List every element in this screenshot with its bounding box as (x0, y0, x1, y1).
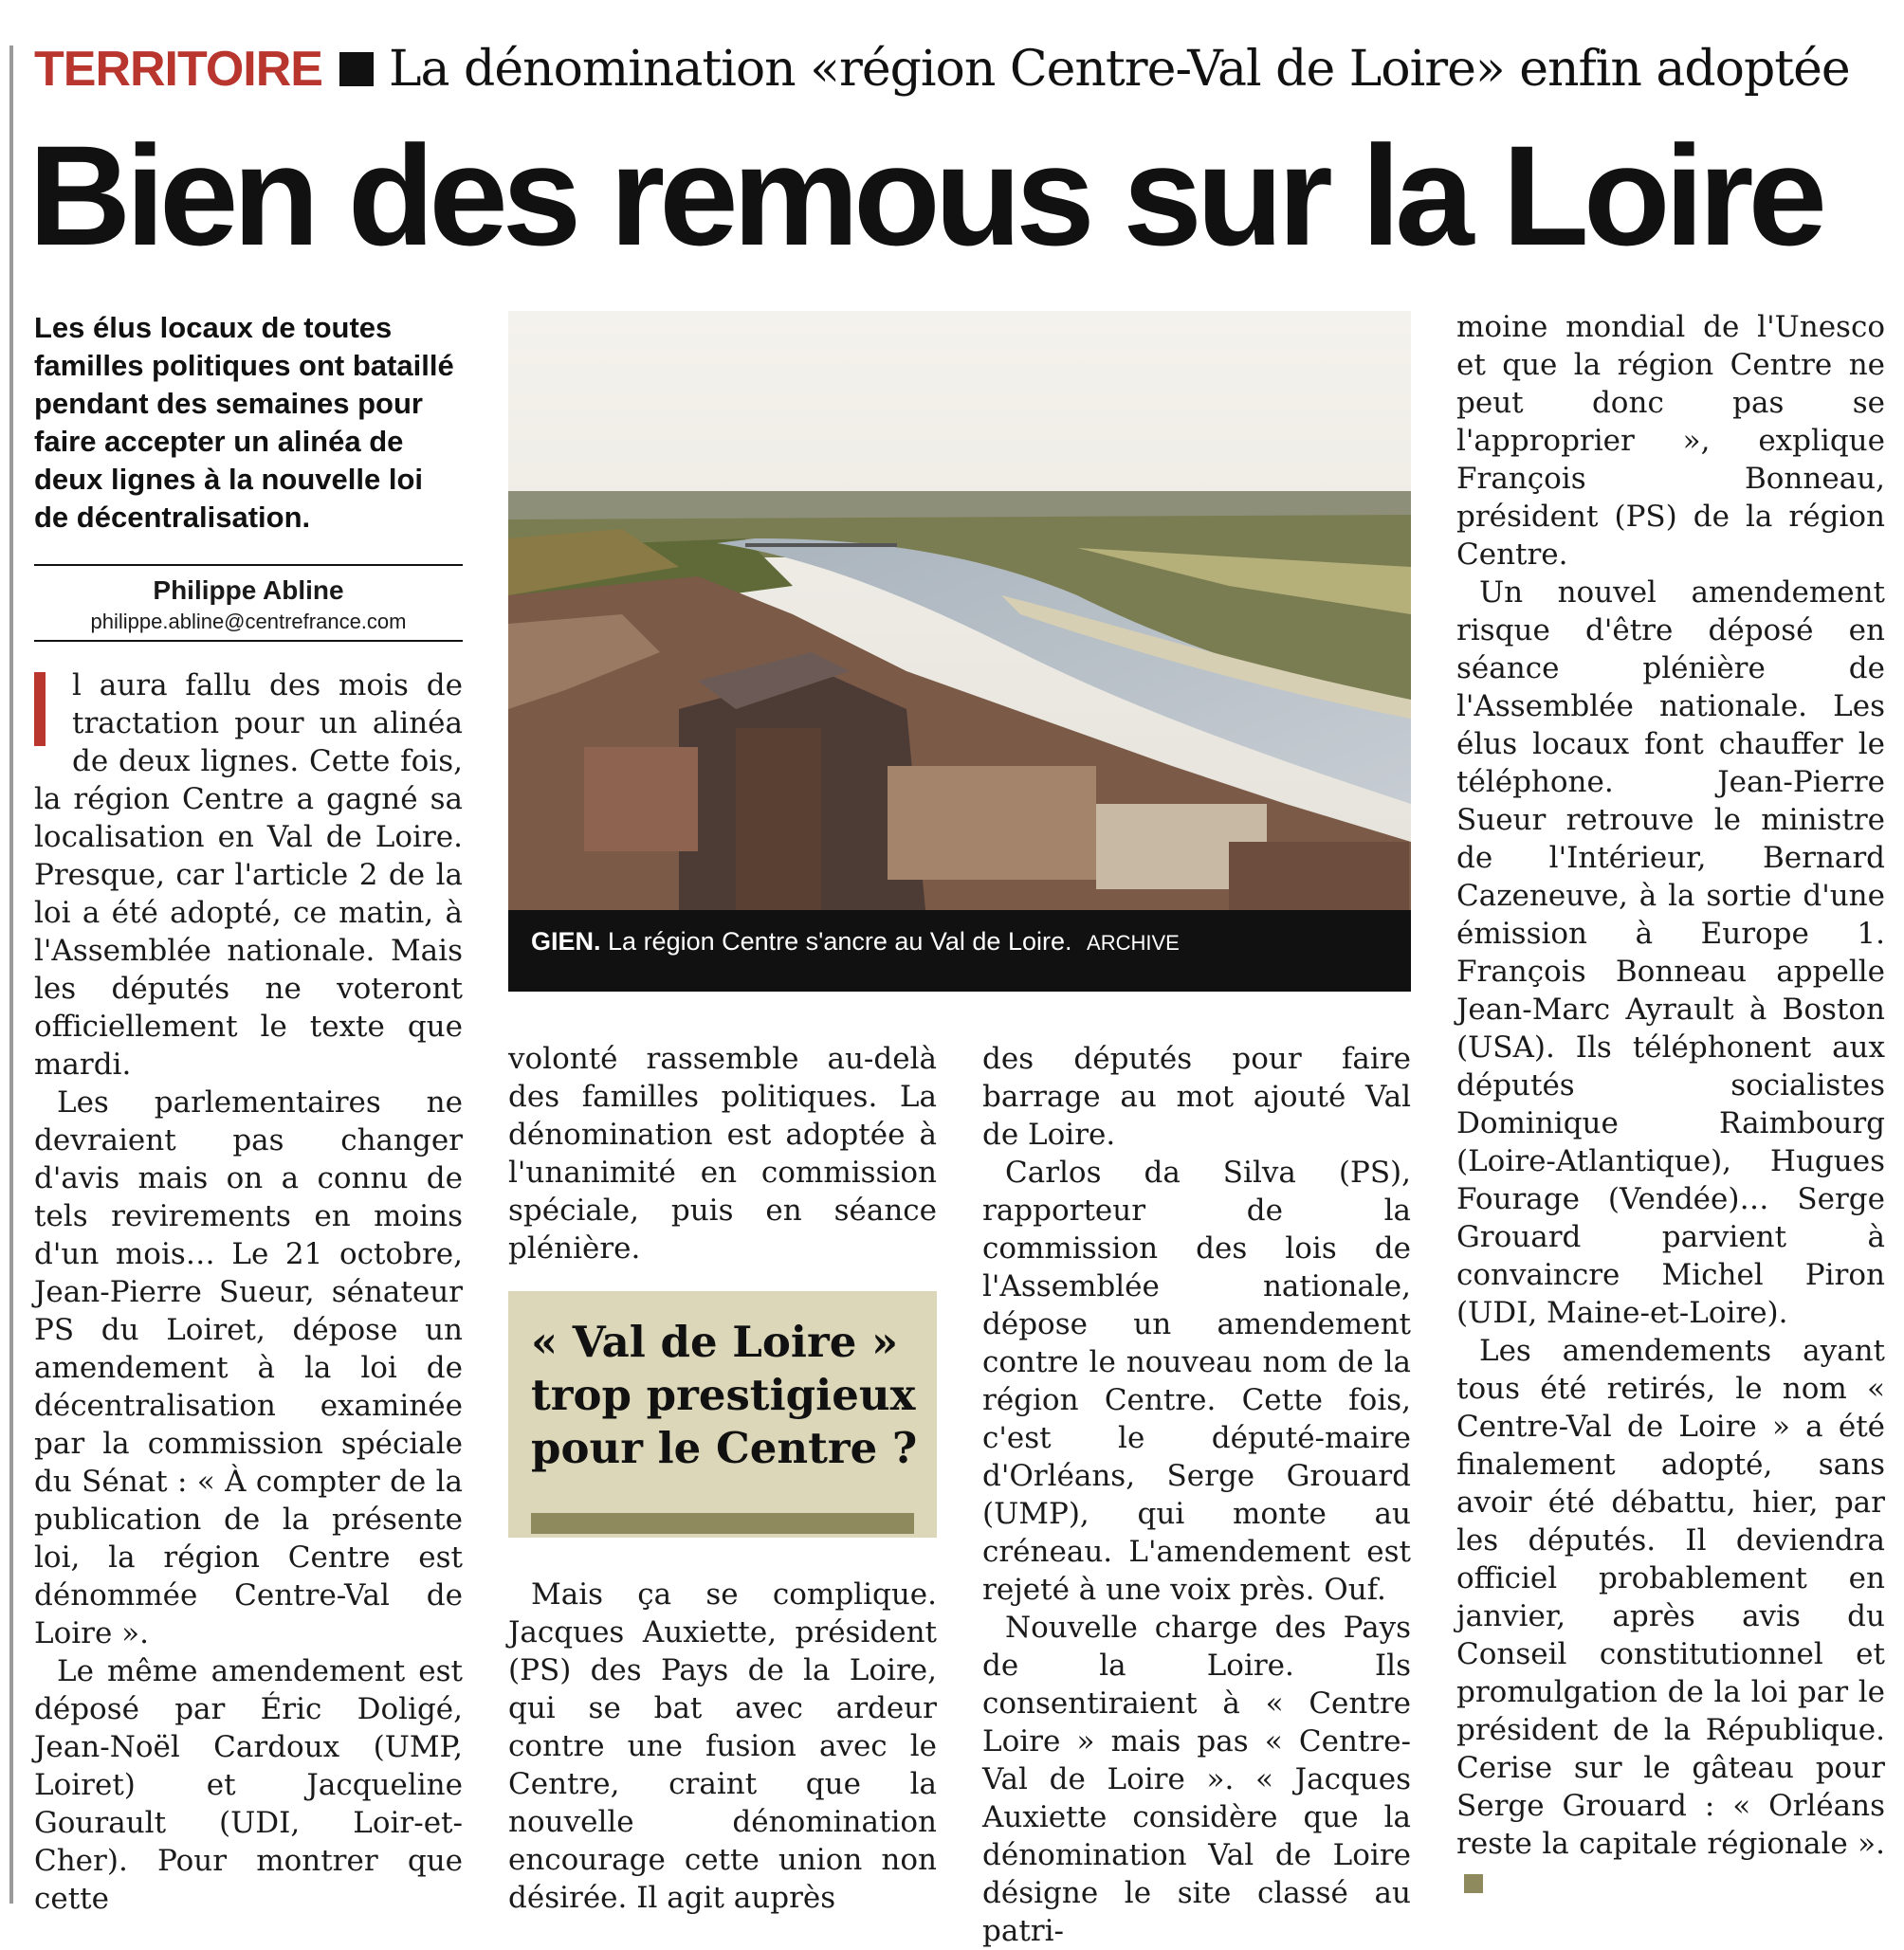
article-column-4 (1456, 308, 1885, 1901)
byline-divider-top (34, 564, 463, 566)
left-margin-rule (9, 46, 13, 1904)
pull-quote-box (508, 1291, 937, 1538)
paragraph: Carlos da Silva (PS), rapporteur de la commission des lois de l'Assemblée nationale, dépose un amendement contre le nouveau nom de la région Centre. Cette fois, c'est le député-maire d'Orléans, Serge Grouard (UMP), qui monte au créneau. L'amendement est rejeté à une voix près. Ouf. (982, 1156, 1411, 1607)
paragraph: Nouvelle charge des Pays de la Loire. Ils consentiraient à « Centre Loire » mais pas « Centre-Val de Loire ». « Jacques Auxiette considère que la dénomination Val de Loire désigne le site classé au patri- (982, 1611, 1411, 1948)
author-name: Philippe Abline (153, 575, 344, 605)
end-of-article-icon (1464, 1874, 1483, 1893)
pull-quote-bar (531, 1513, 914, 1534)
drop-cap-mark (34, 672, 46, 746)
caption-place: GIEN. (531, 927, 601, 956)
paragraph: moine mondial de l'Unesco et que la région Centre ne peut donc pas se l'approprier », explique François Bonneau, président (PS) de la région Centre. (1456, 310, 1885, 572)
photo-caption (531, 927, 1180, 957)
lead-paragraph: Les élus locaux de toutes familles politiques ont bataillé pendant des semaines pour faire accepter un alinéa de deux lignes à la nouvelle loi de décentralisation. (34, 311, 454, 534)
kicker-line (34, 36, 1850, 102)
paragraph: Le même amendement est déposé par Éric Doligé, Jean-Noël Cardoux (UMP, Loiret) et Jacqueline Gourault (UDI, Loir-et-Cher). Pour montrer que cette (34, 1654, 463, 1916)
caption-text: La région Centre s'ancre au Val de Loire. (608, 927, 1072, 956)
subheadline: La dénomination «région Centre-Val de Loire» enfin adoptée (388, 41, 1850, 98)
paragraph: volonté rassemble au-delà des familles politiques. La dénomination est adoptée à l'unanimité en commission spéciale, puis en séance plénière. (508, 1042, 937, 1266)
closing-paragraph: Les amendements ayant tous été retirés, le nom « Centre-Val de Loire » a été finalement adopté, sans avoir été débattu, hier, par les députés. Il deviendra officiel probablement en janvier, après avis du Conseil constitutionnel et promulgation de la loi par le président de la République. Cerise sur le gâteau pour Serge Grouard : « Orléans reste la capitale régionale ». (1456, 1332, 1885, 1901)
headline: Bien des remous sur la Loire (28, 116, 1822, 275)
pull-quote-text: « Val de Loire » trop prestigieux pour le Centre ? (531, 1317, 918, 1473)
aerial-photo-gien-loire (508, 311, 1411, 910)
paragraph: des députés pour faire barrage au mot ajouté Val de Loire. (982, 1042, 1411, 1152)
article-column-2-top (508, 1040, 937, 1267)
paragraph: Les parlementaires ne devraient pas changer d'avis mais on a connu de tels revirements en moins d'un mois… Le 21 octobre, Jean-Pierre Sueur, sénateur PS du Loiret, dépose un amendement à la loi de décentralisation examinée par la commission spéciale du Sénat : « À compter de la publication de la présente loi, la région Centre est dénommée Centre-Val de Loire ». (34, 1085, 463, 1650)
article-column-3 (982, 1040, 1411, 1950)
article-column-1 (34, 666, 463, 1918)
rubric-label: TERRITOIRE (34, 42, 322, 97)
byline-divider-bottom (34, 640, 463, 642)
author-email[interactable]: philippe.abline@centrefrance.com (90, 610, 407, 633)
photo-credit: ARCHIVE (1087, 931, 1180, 955)
paragraph: Un nouvel amendement risque d'être déposé en séance plénière de l'Assemblée nationale. Les élus locaux font chauffer le téléphone. Jean-Pierre Sueur retrouve le ministre de l'Intérieur, Bernard Cazeneuve, à la sortie d'une émission à Europe 1. François Bonneau appelle Jean-Marc Ayrault à Boston (USA). Ils téléphonent aux députés socialistes Dominique Raimbourg (Loire-Atlantique), Hugues Fourage (Vendée)… Serge Grouard parvient à convaincre Michel Piron (UDI, Maine-et-Loire). (1456, 575, 1885, 1330)
article-column-2-bottom (508, 1576, 937, 1917)
opening-paragraph: l aura fallu des mois de tractation pour un alinéa de deux lignes. Cette fois, la région Centre a gagné sa localisation en Val de Loire. Presque, car l'article 2 de la loi a été adopté, ce matin, à l'Assemblée nationale. Mais les députés ne voteront officiellement le texte que mardi. (34, 668, 463, 1082)
photo-block (508, 311, 1411, 992)
paragraph: Mais ça se complique. Jacques Auxiette, président (PS) des Pays de la Loire, qui se bat avec ardeur contre une fusion avec le Centre, craint que la nouvelle dénomination encourage cette union non désirée. Il agit auprès (508, 1577, 937, 1915)
square-separator-icon (339, 52, 374, 86)
